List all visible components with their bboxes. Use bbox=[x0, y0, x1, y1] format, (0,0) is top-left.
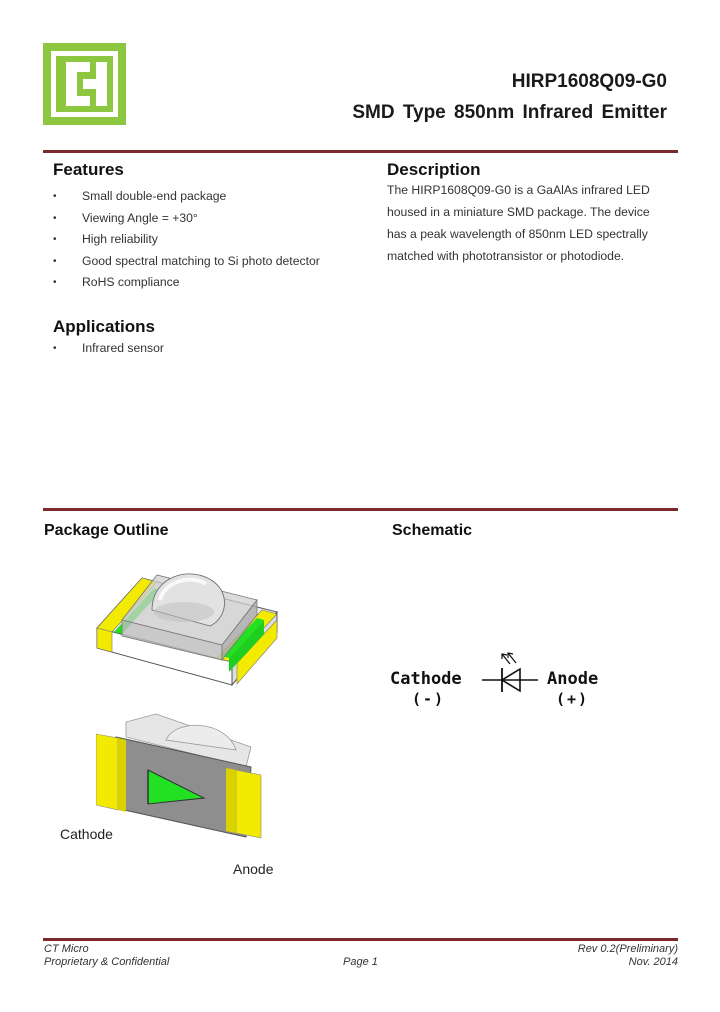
schematic-heading: Schematic bbox=[392, 522, 473, 539]
list-item: • Viewing Angle = +30° bbox=[53, 208, 320, 230]
schematic-cathode-sign: (-) bbox=[412, 690, 446, 708]
description-line: matched with phototransistor or photodiode. bbox=[387, 249, 625, 263]
cathode-pin-label: Cathode bbox=[60, 826, 113, 842]
description-heading: Description bbox=[387, 160, 481, 179]
list-item: • Good spectral matching to Si photo detector bbox=[53, 251, 320, 273]
applications-heading: Applications bbox=[53, 317, 156, 336]
section-divider bbox=[43, 508, 678, 511]
footer-company: CT Micro bbox=[44, 943, 89, 955]
package-outline-heading: Package Outline bbox=[44, 522, 169, 539]
list-item: • Small double-end package bbox=[53, 186, 320, 208]
footer-confidentiality: Proprietary & Confidential bbox=[44, 956, 170, 968]
list-item: • Infrared sensor bbox=[53, 338, 164, 360]
features-list bbox=[53, 186, 320, 294]
footer-revision: Rev 0.2(Preliminary) bbox=[577, 943, 678, 955]
part-number: HIRP1608Q09-G0 bbox=[511, 71, 667, 92]
description-line: housed in a miniature SMD package. The device bbox=[387, 205, 650, 219]
package-bottom-illustration bbox=[96, 712, 266, 842]
description-line: has a peak wavelength of 850nm LED spectrally bbox=[387, 227, 648, 241]
package-3d-illustration bbox=[92, 560, 282, 700]
footer-divider bbox=[43, 938, 678, 941]
document-title: SMD Type 850nm Infrared Emitter bbox=[352, 102, 667, 123]
logo-icon bbox=[43, 43, 126, 125]
description-line: The HIRP1608Q09-G0 is a GaAlAs infrared LED bbox=[387, 183, 650, 197]
header-divider bbox=[43, 150, 678, 153]
schematic-cathode-label: Cathode bbox=[390, 669, 462, 689]
list-item: • RoHS compliance bbox=[53, 272, 320, 294]
schematic-anode-label: Anode bbox=[547, 669, 599, 689]
footer-date: Nov. 2014 bbox=[628, 956, 678, 968]
list-item: • High reliability bbox=[53, 229, 320, 251]
company-logo bbox=[43, 43, 126, 125]
footer-page-number: Page 1 bbox=[343, 956, 378, 968]
schematic-anode-sign: (+) bbox=[556, 690, 590, 708]
anode-pin-label: Anode bbox=[233, 861, 274, 877]
features-heading: Features bbox=[53, 160, 124, 179]
description-text bbox=[387, 179, 687, 267]
led-symbol-icon bbox=[480, 650, 542, 696]
applications-list bbox=[53, 338, 164, 360]
